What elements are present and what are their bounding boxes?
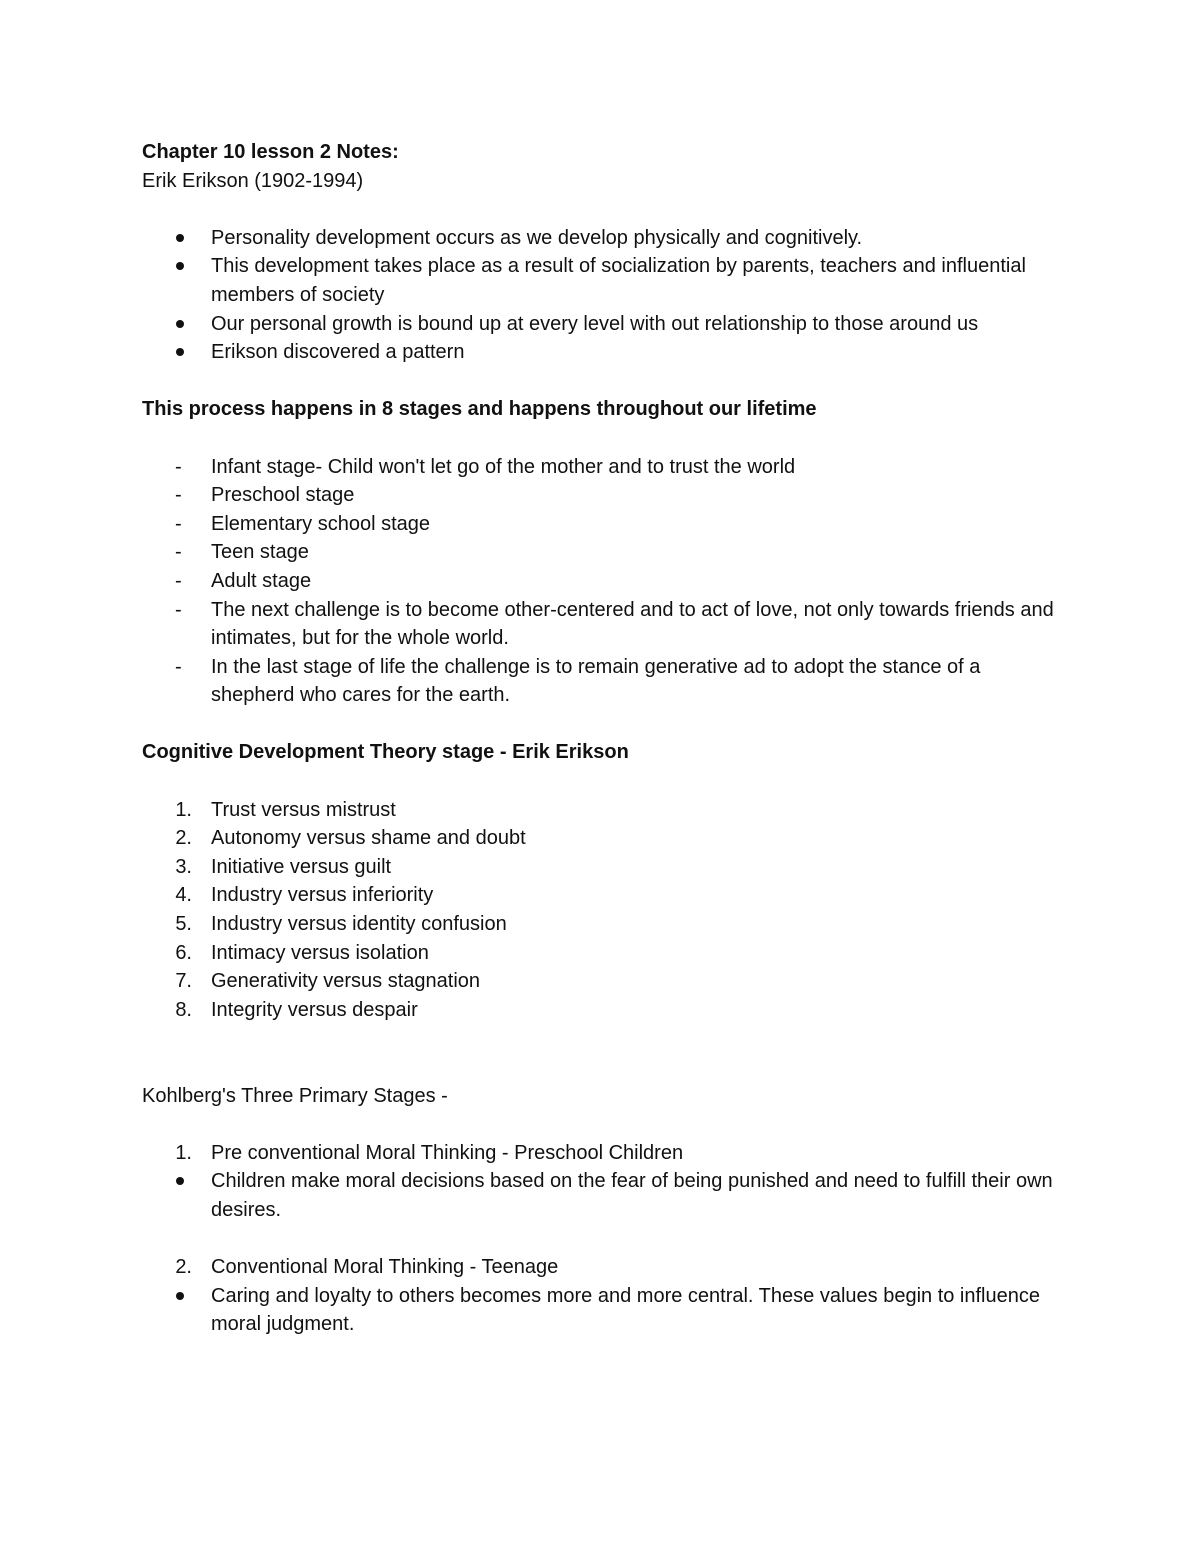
list-item: [142, 910, 1062, 939]
list-item-text: Conventional Moral Thinking - Teenage: [211, 1256, 559, 1279]
kohlberg-list: [142, 1253, 1062, 1282]
spacer: [142, 1110, 1062, 1139]
list-item: [142, 939, 1062, 968]
list-number: 2.: [175, 1256, 192, 1279]
list-item: [142, 338, 1062, 367]
list-item-text: Autonomy versus shame and doubt: [211, 827, 526, 850]
dash-marker: -: [175, 512, 182, 535]
list-item: [142, 653, 1062, 710]
erikson-bullet-list: [142, 224, 1062, 367]
list-item: [142, 310, 1062, 339]
kohlberg-list: [142, 1139, 1062, 1168]
spacer: [142, 710, 1062, 739]
dash-marker: -: [175, 655, 182, 678]
list-item: [142, 252, 1062, 309]
list-item: [142, 596, 1062, 653]
list-item-text: Teen stage: [211, 541, 309, 564]
dash-marker: -: [175, 541, 182, 564]
list-item: [142, 796, 1062, 825]
list-item: [142, 538, 1062, 567]
list-item-text: Trust versus mistrust: [211, 798, 396, 821]
list-item-text: Personality development occurs as we develop physically and cognitively.: [211, 226, 863, 249]
list-item-text: Generativity versus stagnation: [211, 970, 481, 993]
list-number: 5.: [175, 913, 192, 936]
dash-marker: -: [175, 455, 182, 478]
dash-marker: -: [175, 484, 182, 507]
spacer: [142, 1053, 1062, 1082]
list-item-text: Integrity versus despair: [211, 998, 418, 1021]
list-item-text: Our personal growth is bound up at every level with out relationship to those around us: [211, 312, 979, 335]
list-item: [142, 481, 1062, 510]
list-number: 8.: [175, 998, 192, 1021]
list-item-text: In the last stage of life the challenge is to remain generative ad to adopt the stance of a shepherd who cares for the earth.: [211, 655, 981, 707]
list-item-text: Intimacy versus isolation: [211, 941, 429, 964]
spacer: [142, 767, 1062, 796]
list-item: [142, 824, 1062, 853]
list-item: [142, 1282, 1062, 1339]
page-title: Chapter 10 lesson 2 Notes:: [142, 141, 399, 163]
list-item: [142, 881, 1062, 910]
list-item: [142, 1139, 1062, 1168]
kohlberg-detail-list: [142, 1167, 1062, 1224]
page-subtitle: Erik Erikson (1902-1994): [142, 169, 364, 192]
stage-dash-list: [142, 453, 1062, 710]
list-item-text: This development takes place as a result of socialization by parents, teachers and influential members of society: [211, 255, 1026, 306]
kohlberg-heading: Kohlberg's Three Primary Stages -: [142, 1084, 448, 1107]
list-item-text: Industry versus inferiority: [211, 884, 434, 907]
list-item-text: Initiative versus guilt: [211, 855, 392, 878]
spacer: [142, 367, 1062, 396]
list-item-text: Adult stage: [211, 569, 312, 592]
list-number: 2.: [175, 827, 192, 850]
list-item-text: Pre conventional Moral Thinking - Preschool Children: [211, 1141, 684, 1164]
list-number: 4.: [175, 884, 192, 907]
list-item: [142, 853, 1062, 882]
process-heading: This process happens in 8 stages and happens throughout our lifetime: [142, 398, 817, 421]
spacer: [142, 424, 1062, 453]
list-item-text: Industry versus identity confusion: [211, 913, 507, 936]
kohlberg-detail-list: [142, 1282, 1062, 1339]
list-item-text: Caring and loyalty to others becomes more and more central. These values begin to influence moral judgment.: [211, 1284, 1040, 1336]
list-number: 3.: [175, 855, 192, 878]
list-number: 7.: [175, 970, 192, 993]
document-page: [142, 138, 1062, 1339]
list-item-text: Infant stage- Child won't let go of the mother and to trust the world: [211, 455, 796, 478]
list-item-text: The next challenge is to become other-centered and to act of love, not only towards friends and intimates, but for the whole world.: [211, 598, 1054, 650]
list-item: [142, 967, 1062, 996]
spacer: [142, 1024, 1062, 1053]
list-item-text: Children make moral decisions based on the fear of being punished and need to fulfill their own desires.: [211, 1170, 1053, 1221]
cognitive-stage-list: [142, 796, 1062, 1025]
list-item-text: Preschool stage: [211, 484, 355, 507]
list-number: 1.: [175, 798, 192, 821]
list-item-text: Elementary school stage: [211, 512, 431, 535]
list-item: [142, 1167, 1062, 1224]
spacer: [142, 1225, 1062, 1254]
list-item-text: Erikson discovered a pattern: [211, 341, 465, 364]
list-item: [142, 453, 1062, 482]
list-item: [142, 224, 1062, 253]
spacer: [142, 195, 1062, 224]
list-item: [142, 510, 1062, 539]
list-number: 1.: [175, 1141, 192, 1164]
cognitive-heading: Cognitive Development Theory stage - Erik Erikson: [142, 741, 629, 764]
list-item: [142, 1253, 1062, 1282]
dash-marker: -: [175, 598, 182, 621]
list-number: 6.: [175, 941, 192, 964]
dash-marker: -: [175, 569, 182, 592]
list-item: [142, 567, 1062, 596]
list-item: [142, 996, 1062, 1025]
